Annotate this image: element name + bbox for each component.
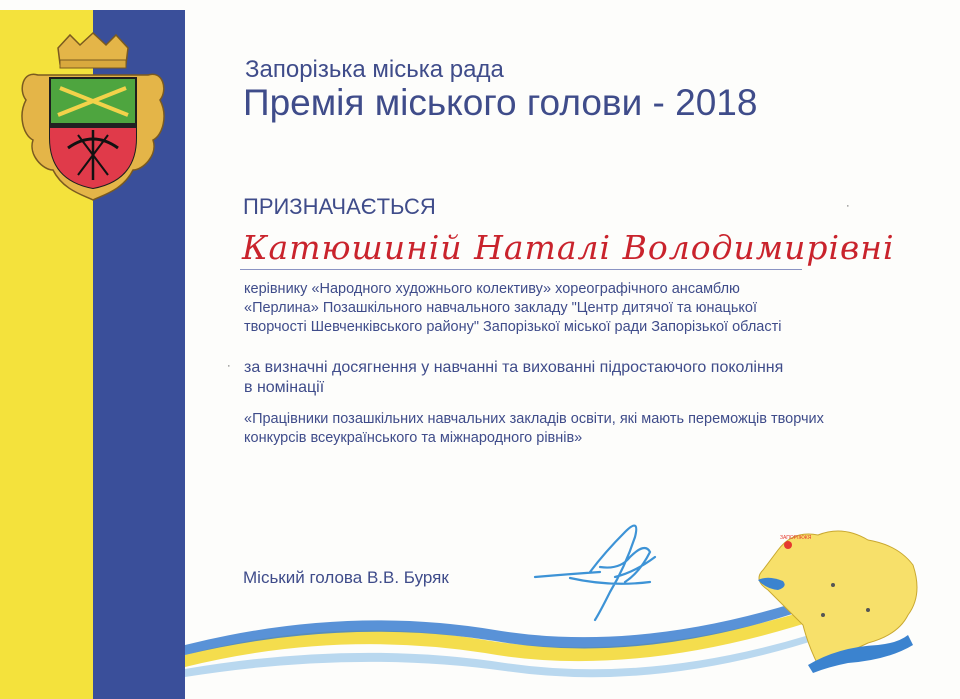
scan-mark: · — [227, 360, 231, 372]
nomination-text — [244, 410, 914, 448]
nomination-line: конкурсів всеукраїнського та міжнародного рівнів» — [244, 430, 583, 446]
region-map-icon — [748, 515, 928, 675]
recipient-name: Катюшиній Наталі Володимирівні — [242, 228, 895, 267]
ribbon-icon — [185, 585, 825, 699]
merit-line: за визначні досягнення у навчанні та вихованні підростаючого покоління — [244, 359, 784, 376]
map-city-label: ЗАПОРІЖЖЯ — [780, 535, 812, 541]
region-map-shape — [748, 515, 928, 675]
coat-of-arms-icon — [18, 30, 168, 205]
scan-mark: · — [846, 200, 850, 212]
name-underline — [240, 269, 802, 270]
position-line: «Перлина» Позашкільного навчального закладу "Центр дитячої та юнацької — [244, 300, 757, 316]
assigned-label: ПРИЗНАЧАЄТЬСЯ — [243, 194, 436, 219]
recipient-position — [244, 280, 844, 337]
merit-line: в номінації — [244, 379, 325, 396]
position-line: творчості Шевченківського району" Запорізької міської ради Запорізької області — [244, 319, 782, 335]
mayor-signature-line: Міський голова В.В. Буряк — [243, 568, 449, 587]
merit-text — [244, 358, 884, 398]
nomination-line: «Працівники позашкільних навчальних закладів освіти, які мають переможців творчих — [244, 411, 824, 427]
award-title: Премія міського голови - 2018 — [243, 82, 758, 123]
council-name: Запорізька міська рада — [245, 56, 504, 83]
position-line: керівнику «Народного художнього колективу» хореографічного ансамблю — [244, 281, 740, 297]
